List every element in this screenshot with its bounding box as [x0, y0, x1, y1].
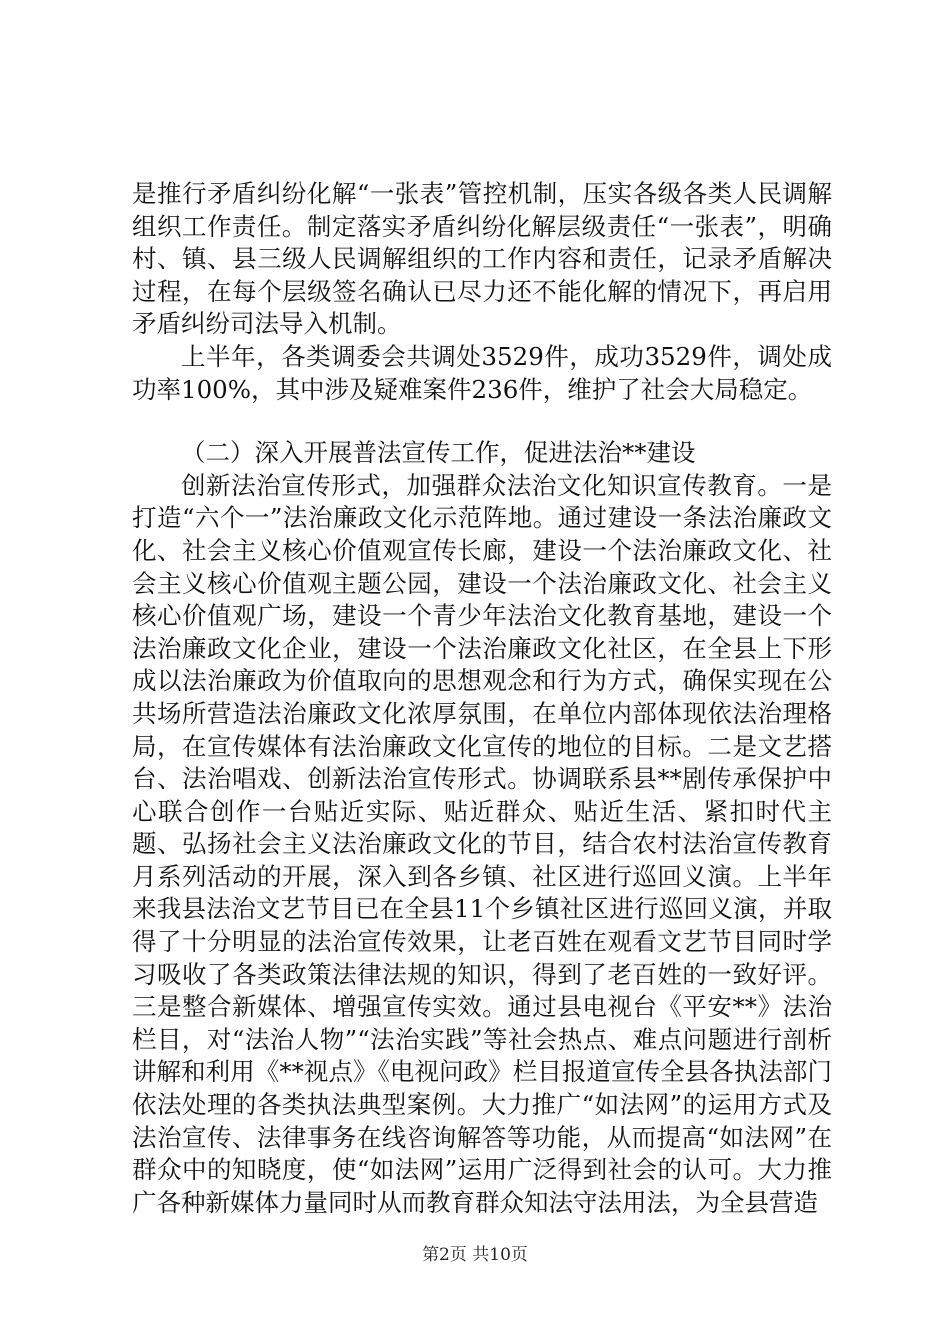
document-body: [132, 178, 832, 1219]
section-heading: （二）深入开展普法宣传工作，促进法治**建设: [181, 438, 696, 468]
page-footer: 第2页 共10页: [422, 1245, 528, 1265]
paragraph-legal-publicity: 创新法治宣传形式，加强群众法治文化知识宣传教育。一是打造“六个一”法治廉政文化示范阵地。通过建设一条法治廉政文化、社会主义核心价值观宣传长廊，建设一个法治廉政文化、社会主义核心价值观主题公园，建设一个法治廉政文化、社会主义核心价值观广场，建设一个青少年法治文化教育基地，建设一个法治廉政文化企业，建设一个法治廉政文化社区，在全县上下形成以法治廉政为价值取向的思想观念和行为方式，确保实现在公共场所营造法治廉政文化浓厚氛围，在单位内部体现依法治理格局，在宣传媒体有法治廉政文化宣传的地位的目标。二是文艺搭台、法治唱戏、创新法治宣传形式。协调联系县**剧传承保护中心联合创作一台贴近实际、贴近群众、贴近生活、紧扣时代主题、弘扬社会主义法治廉政文化的节目，结合农村法治宣传教育月系列活动的开展，深入到各乡镇、社区进行巡回义演。上半年来我县法治文艺节目已在全县11个乡镇社区进行巡回义演，并取得了十分明显的法治宣传效果，让老百姓在观看文艺节目同时学习吸收了各类政策法律法规的知识，得到了老百姓的一致好评。三是整合新媒体、增强宣传实效。通过县电视台《平安**》法治栏目，对“法治人物”“法治实践”等社会热点、难点问题进行剖析讲解和利用《**视点》《电视问政》栏目报道宣传全县各执法部门依法处理的各类执法典型案例。大力推广“如法网”的运用方式及法治宣传、法律事务在线咨询解答等功能，从而提高“如法网”在群众中的知晓度，使“如法网”运用广泛得到社会的认可。大力推广各种新媒体力量同时从而教育群众知法守法用法，为全县营造: [132, 470, 832, 1217]
paragraph-statistics: 上半年，各类调委会共调处3529件，成功3529件，调处成功率100%，其中涉及疑难案件236件，维护了社会大局稳定。: [132, 341, 832, 404]
paragraph-gap: [132, 406, 832, 437]
paragraph-continuation: 是推行矛盾纠纷化解“一张表”管控机制，压实各级各类人民调解组织工作责任。制定落实矛盾纠纷化解层级责任“一张表”，明确村、镇、县三级人民调解组织的工作内容和责任，记录矛盾解决过程，在每个层级签名确认已尽力还不能化解的情况下，再启用矛盾纠纷司法导入机制。: [132, 179, 832, 339]
